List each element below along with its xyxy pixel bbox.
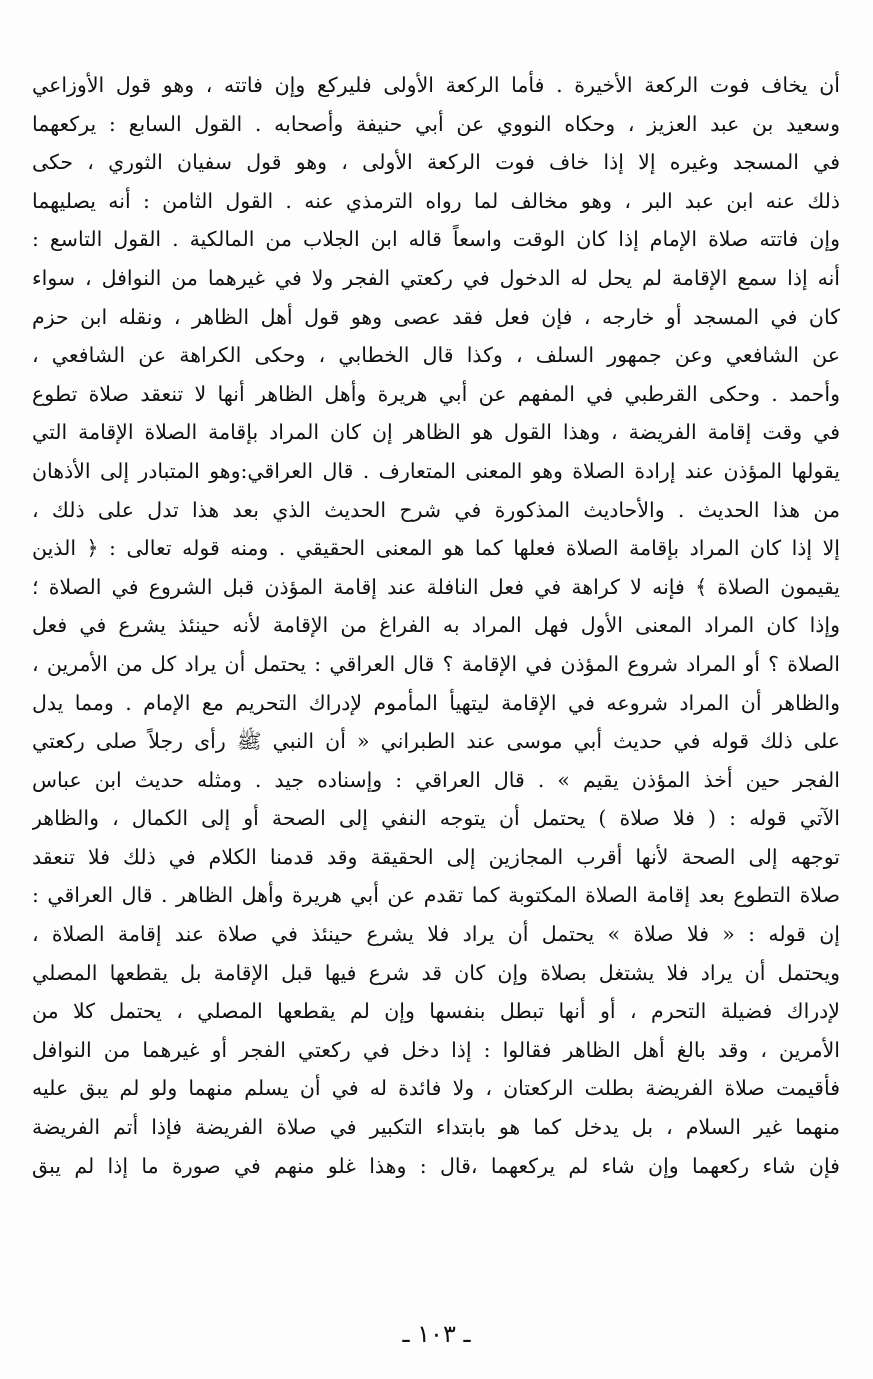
page-number: ـ ١٠٣ ـ	[402, 1320, 471, 1348]
text-line-6: أنه إذا سمع الإقامة لم يحل له الدخول في ركعتي الفجر ولا في غيرهما من النوافل ، سواء	[32, 265, 840, 290]
text-line-29: فإن شاء ركعهما وإن شاء لم يركعهما ،قال : وهذا غلو منهم في صورة ما إذا لم يبق	[32, 1153, 840, 1178]
text-line-24: ويحتمل أن يراد فلا يشتغل بصلاة وإن كان قد شرع فيها قبل الإقامة بل يقطعها المصلي	[32, 960, 840, 985]
text-line-8: عن الشافعي وعن جمهور السلف ، وكذا قال الخطابي ، وحكى الكراهة عن الشافعي ،	[32, 343, 840, 368]
text-line-3: في المسجد وغيره إلا إذا خاف فوت الركعة الأولى ، وهو قول سفيان الثوري ، حكى	[32, 150, 840, 175]
text-line-28: منهما غير السلام ، بل يدخل كما هو بابتداء التكبير في صلاة الفريضة فإذا أتم الفريضة	[32, 1115, 840, 1140]
text-line-1: أن يخاف فوت الركعة الأخيرة . فأما الركعة الأولى فليركع وإن فاتته ، وهو قول الأوزاعي	[32, 73, 840, 97]
text-line-12: من هذا الحديث . والأحاديث المذكورة في شرح الحديث الذي بعد هذا تدل على ذلك ،	[32, 497, 840, 522]
page-body-text	[32, 66, 840, 1185]
text-line-11: يقولها المؤذن عند إرادة الصلاة وهو المعنى المتعارف . قال العراقي:وهو المتبادر إلى الأذهان	[32, 458, 840, 483]
text-line-7: كان في المسجد أو خارجه ، فإن فعل فقد عصى وهو قول أهل الظاهر ، ونقله ابن حزم	[32, 304, 840, 329]
text-line-21: توجهه إلى الصحة لأنها أقرب المجازين إلى الحقيقة وقد قدمنا الكلام في ذلك فلا تنعقد	[32, 844, 840, 869]
text-line-18: على ذلك قوله في حديث أبي موسى عند الطبراني « أن النبي ﷺ رأى رجلاً صلى ركعتي	[32, 729, 840, 754]
text-line-26: الأمرين ، وقد بالغ أهل الظاهر فقالوا : إذا دخل في ركعتي الفجر أو غيرهما من النوافل	[32, 1037, 840, 1062]
text-line-2: وسعيد بن عبد العزيز ، وحكاه النووي عن أبي حنيفة وأصحابه . القول السابع : يركعهما	[32, 111, 840, 136]
text-line-4: ذلك عنه ابن عبد البر ، وهو مخالف لما رواه الترمذي عنه . القول الثامن : أنه يصليهما	[32, 188, 840, 213]
text-line-22: صلاة التطوع بعد إقامة الصلاة المكتوبة كما تقدم عن أبي هريرة وأهل الظاهر . قال العراقي :	[32, 883, 840, 908]
text-line-17: والظاهر أن المراد شروعه في الإقامة ليتهيأ المأموم لإدراك التحريم مع الإمام . ومما يدل	[32, 690, 840, 715]
text-line-25: لإدراك فضيلة التحرم ، أو أنها تبطل بنفسها وإن لم يقطعها المصلي ، يحتمل كلا من	[32, 999, 840, 1024]
text-line-5: وإن فاتته صلاة الإمام إذا كان الوقت واسعاً قاله ابن الجلاب من المالكية . القول التاسع :	[32, 227, 840, 252]
text-line-20: الآتي قوله : ( فلا صلاة ) يحتمل أن يتوجه النفي إلى الصحة أو إلى الكمال ، والظاهر	[32, 806, 840, 831]
text-line-23: إن قوله : « فلا صلاة » يحتمل أن يراد فلا يشرع حينئذ في صلاة عند إقامة الصلاة ،	[32, 922, 840, 947]
text-line-9: وأحمد . وحكى القرطبي في المفهم عن أبي هريرة وأهل الظاهر أنها لا تنعقد صلاة تطوع	[32, 381, 840, 406]
text-line-16: الصلاة ؟ أو المراد شروع المؤذن في الإقامة ؟ قال العراقي : يحتمل أن يراد كل من الأمرين ،	[32, 651, 840, 676]
text-line-13: إلا إذا كان المراد بإقامة الصلاة فعلها كما هو المعنى الحقيقي . ومنه قوله تعالى : ﴿ الذين	[32, 536, 840, 561]
text-line-19: الفجر حين أخذ المؤذن يقيم » . قال العراقي : وإسناده جيد . ومثله حديث ابن عباس	[32, 767, 840, 792]
text-line-15: وإذا كان المراد المعنى الأول فهل المراد به الفراغ من الإقامة لأنه حينئذ يشرع في فعل	[32, 613, 840, 638]
text-line-27: فأقيمت صلاة الفريضة بطلت الركعتان ، ولا فائدة له في أن يسلم منهما ولو لم يبق عليه	[32, 1076, 840, 1101]
text-line-14: يقيمون الصلاة ﴾ فإنه لا كراهة في فعل النافلة عند إقامة المؤذن قبل الشروع في الصلاة ؛	[32, 574, 840, 599]
text-line-10: في وقت إقامة الفريضة ، وهذا القول هو الظاهر إن كان المراد بإقامة الصلاة الإقامة التي	[32, 420, 840, 445]
